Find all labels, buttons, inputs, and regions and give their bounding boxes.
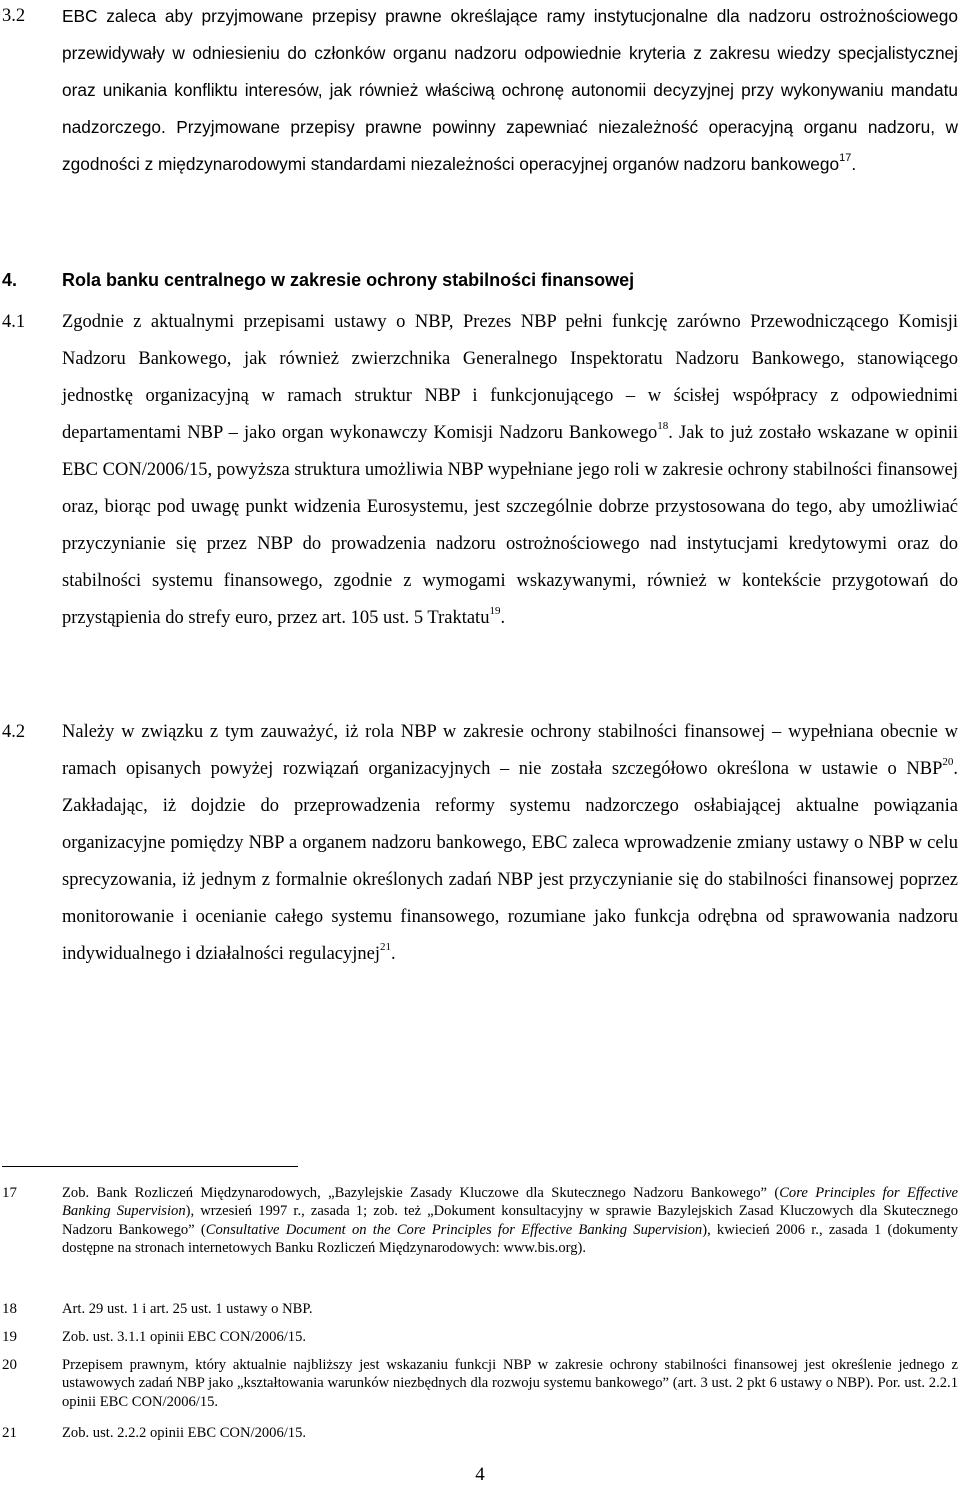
paragraph-text [62,0,958,183]
paragraph-number: 3.2 [2,6,26,26]
paragraph-text-part: . Zakładając, iż dojdzie do przeprowadzenia reformy systemu nadzorczego osłabiającej aktualne powiązania organizacyjne pomiędzy NBP a organem nadzoru bankowego, EBC zaleca wprowadzenie zmiany ustawy o NBP w celu sprecyzowania, iż jednym z formalnie określonych zadań NBP jest przyczynianie się do stabilności finansowej poprzez monitorowanie i ocenianie całego systemu finansowego, rozumiane jako funkcja odrębna od sprawowania nadzoru indywidualnego i działalności regulacyjnej [62,759,958,964]
paragraph-text-part: Przyjmowane przepisy prawne powinny zapewniać niezależność operacyjną organu nadzoru, w zgodności z międzynarodowymi standardami niezależności operacyjnej organów nadzoru bankowego [62,117,958,174]
page-number: 4 [475,1464,485,1485]
paragraph-text [62,714,958,973]
paragraph-text-part: Należy w związku z tym zauważyć, iż rola NBP w zakresie ochrony stabilności finansowej – wypełniana obecnie w ramach opisanych powyżej rozwiązań organizacyjnych – nie została szczegółowo określona w ustawie o NBP [62,722,958,779]
heading-number: 4. [2,270,18,290]
paragraph-text [62,304,958,637]
paragraph-text-part: . [391,944,396,964]
footnote-number: 18 [2,1301,17,1317]
footnote-text [62,1184,958,1258]
footnote-text-part: ), wrzesień 1997 r., zasada 1; zob. też „Dokument konsultacyjny w sprawie Bazylejskich Zasad Kluczowych dla Skutecznego Nadzoru Bankowego” ( [62,1203,958,1238]
footnote-text: Art. 29 ust. 1 i art. 25 ust. 1 ustawy o NBP. [62,1301,313,1317]
heading-title: Rola banku centralnego w zakresie ochrony stabilności finansowej [62,270,635,290]
footnote-italic-title: Consultative Document on the Core Principles for Effective Banking Supervision [205,1221,703,1238]
footnote-text: Zob. ust. 3.1.1 opinii EBC CON/2006/15. [62,1329,307,1345]
footnote-ref[interactable]: 19 [489,604,501,617]
footnote-number: 21 [2,1425,17,1441]
footnote-italic-title: Core Principles for Effective Banking Supervision [62,1185,958,1220]
footnote-number: 17 [2,1185,17,1201]
footnote-ref[interactable]: 20 [942,755,954,768]
paragraph-text-part: EBC zaleca aby przyjmowane przepisy prawne określające ramy instytucjonalne dla nadzoru ostrożnościowego przewidywały w odniesieniu do członków organu nadzoru odpowiednie kryteria z zakresu wiedzy specjalistycznej oraz unikania konfliktu interesów, jak również właściwą ochronę autonomii decyzyjnej przy wykonywaniu mandatu nadzorczego. [62,6,958,137]
footnote-text-part: ), kwiecień 2006 r., zasada 1 (dokumenty dostępne na stronach internetowych Banku Rozliczeń Międzynarodowych: www.bis.org). [62,1221,958,1257]
footnote-text-part: Zob. Bank Rozliczeń Międzynarodowych, „Bazylejskie Zasady Kluczowe dla Skutecznego Nadzoru Bankowego” ( [62,1185,780,1201]
paragraph-text-part: . [851,154,857,174]
paragraph-text-part: . Jak to już zostało wskazane w opinii EBC CON/2006/15, powyższa struktura umożliwia NBP wypełniane jego roli w zakresie ochrony stabilności finansowej oraz, biorąc pod uwagę punkt widzenia Eurosystemu, jest szczególnie dobrze przystosowana do tego, aby umożliwiać przyczynianie się przez NBP do prowadzenia nadzoru ostrożnościowego nad instytucjami kredytowymi oraz do stabilności systemu finansowego, zgodnie z wymogami wskazywanymi, również w kontekście przygotowań do przystąpienia do strefy euro, przez art. 105 ust. 5 Traktatu [62,423,958,628]
footnote-number: 20 [2,1357,17,1373]
footnote-ref[interactable]: 17 [839,152,852,165]
paragraph-text-part: Zgodnie z aktualnymi przepisami ustawy o NBP, Prezes NBP pełni funkcję zarówno Przewodniczącego Komisji Nadzoru Bankowego, jak również zwierzchnika Generalnego Inspektoratu Nadzoru Bankowego, stanowiącego jednostkę organizacyjną w ramach struktur NBP i funkcjonującego – w ścisłej współpracy z odpowiednimi departamentami NBP – jako organ wykonawczy Komisji Nadzoru Bankowego [62,312,958,443]
paragraph-number: 4.1 [2,312,26,332]
footnote-separator [2,1166,298,1167]
footnote-text: Przepisem prawnym, który aktualnie najbliższy jest wskazaniu funkcji NBP w zakresie ochrony stabilności finansowej jest określenie jednego z ustawowych zadań NBP jako „kształtowania warunków niezbędnych dla rozwoju systemu bankowego” (art. 3 ust. 2 pkt 6 ustawy o NBP). Por. ust. 2.2.1 opinii EBC CON/2006/15. [62,1357,958,1410]
paragraph-text-part: . [500,608,506,628]
footnote-ref[interactable]: 18 [657,419,669,432]
footnote-text: Zob. ust. 2.2.2 opinii EBC CON/2006/15. [62,1425,307,1441]
footnote-ref[interactable]: 21 [380,940,391,953]
paragraph-number: 4.2 [2,722,26,742]
footnote-number: 19 [2,1329,17,1345]
